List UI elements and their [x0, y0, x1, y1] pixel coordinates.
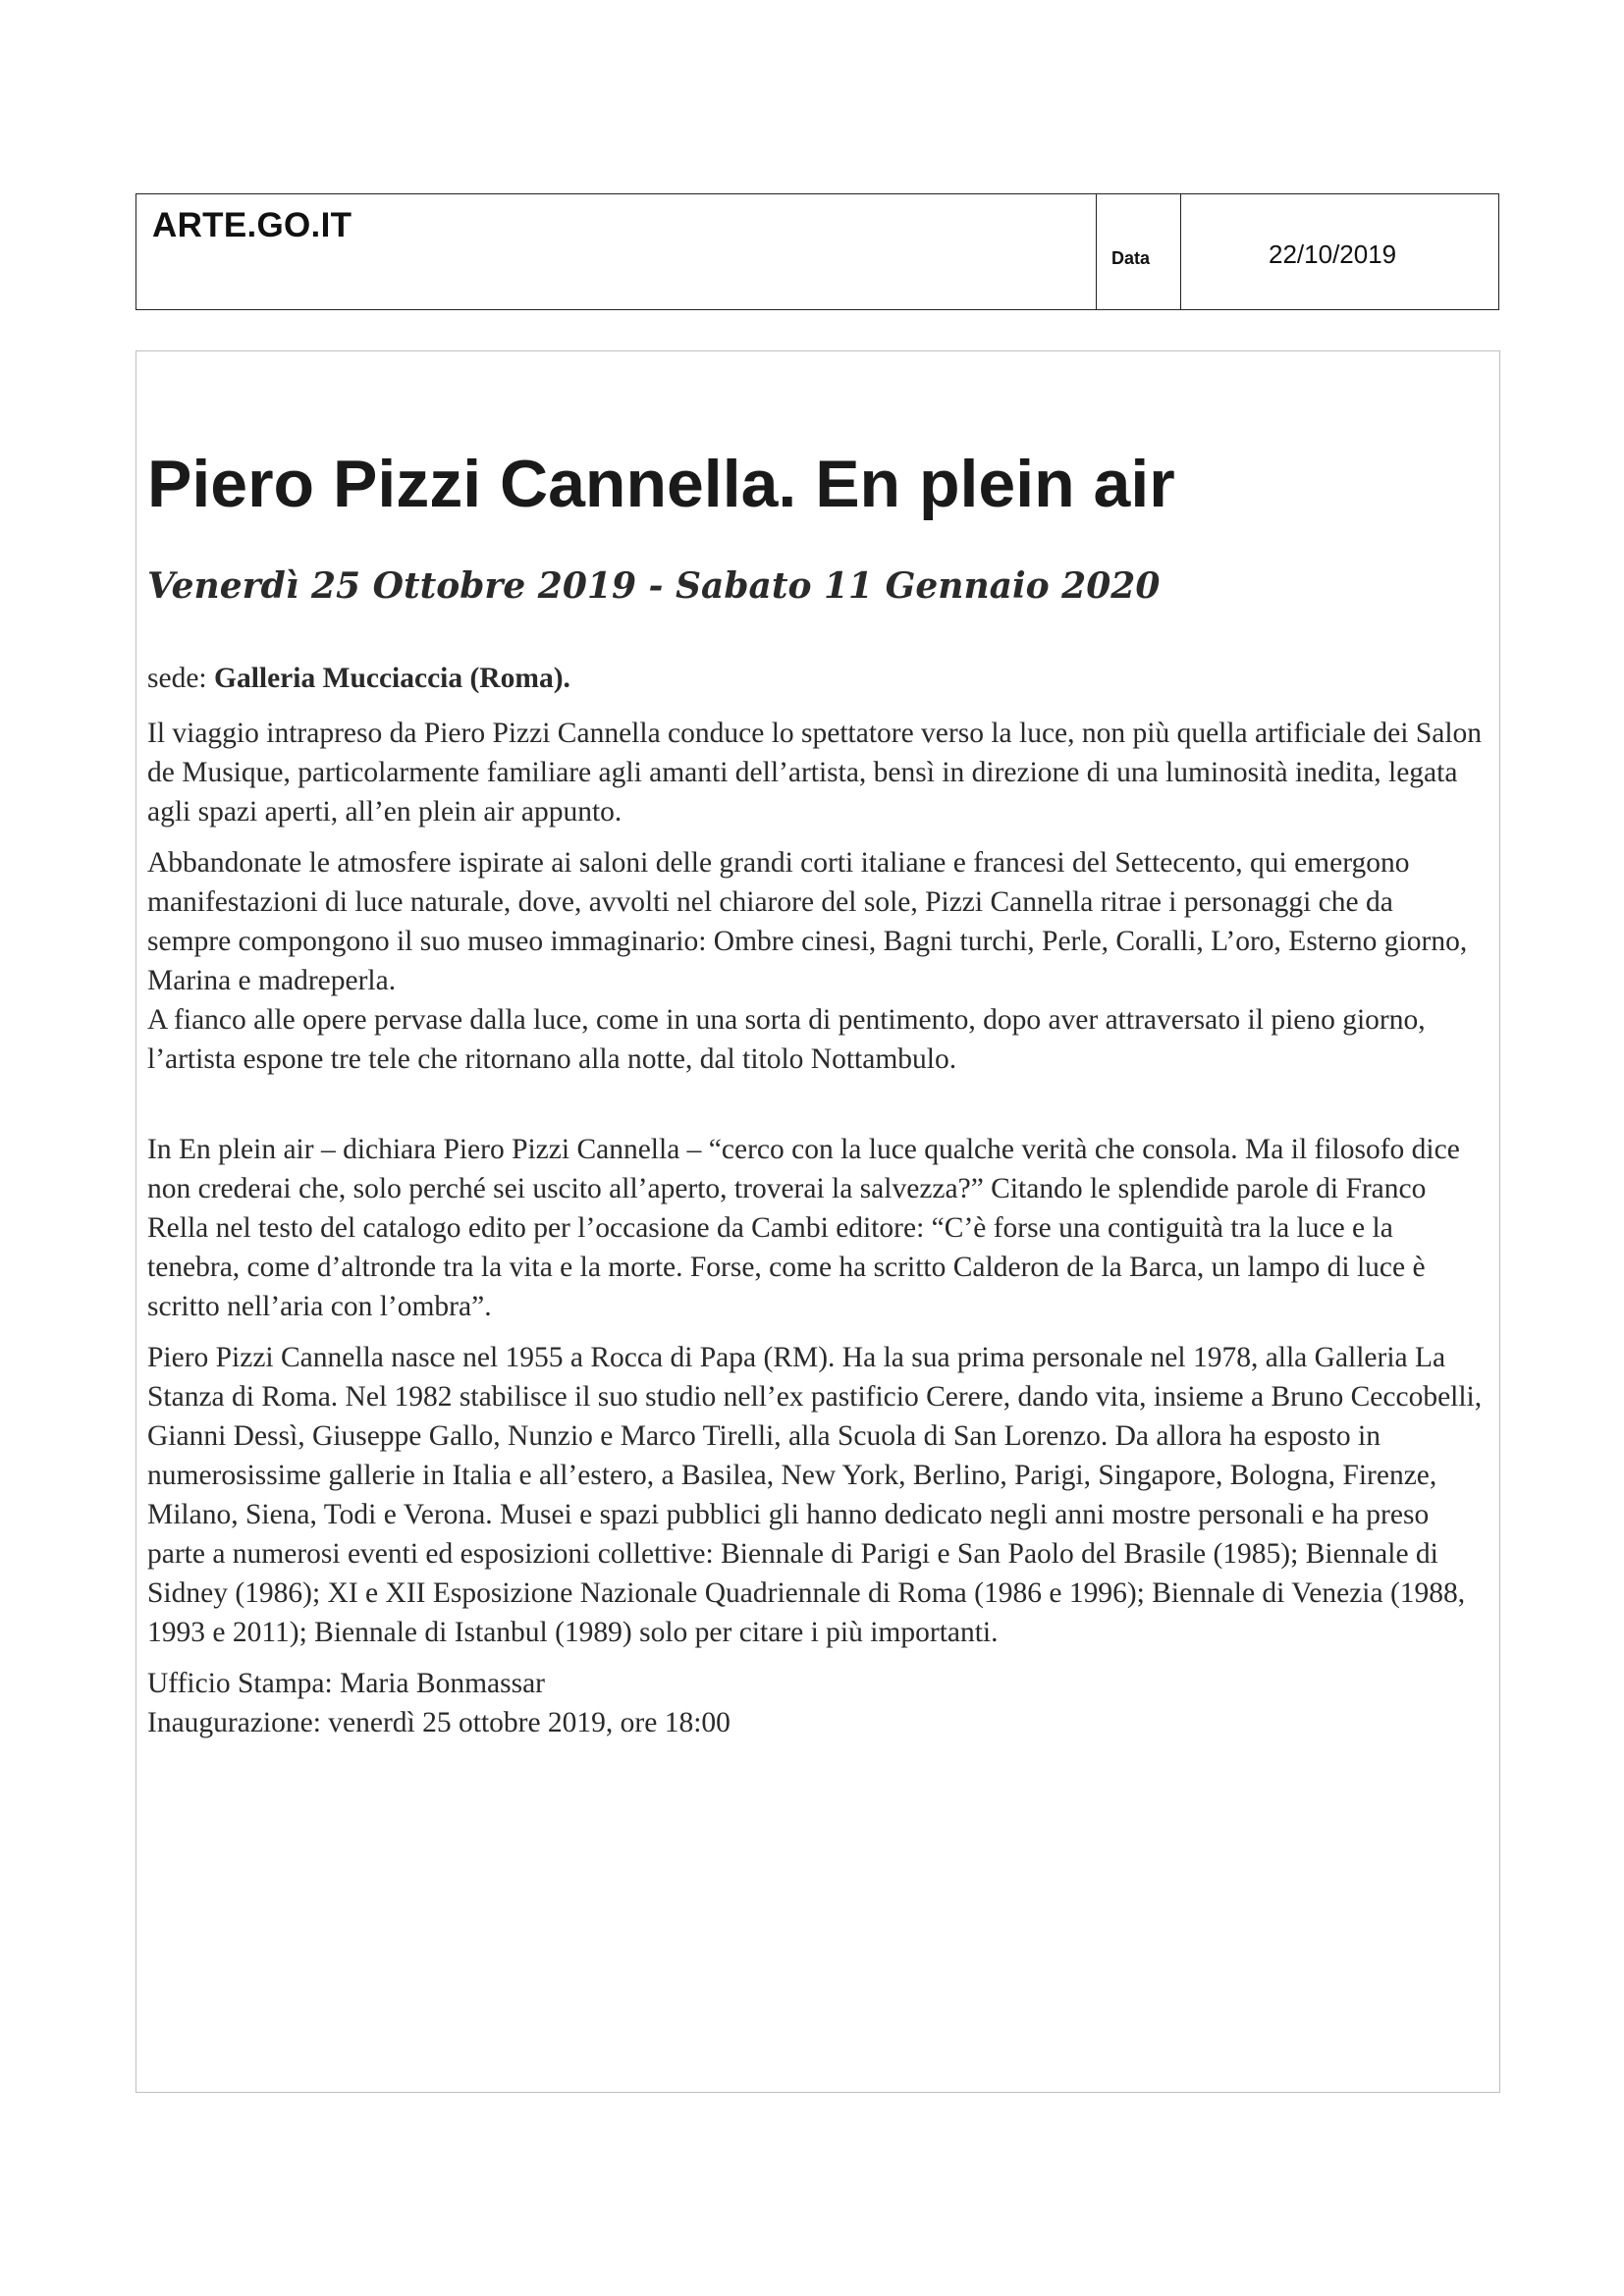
header-table [135, 193, 1499, 310]
press-office: Ufficio Stampa: Maria Bonmassar [147, 1668, 545, 1699]
venue-name: Galleria Mucciaccia (Roma). [214, 663, 570, 694]
date-value-cell [1181, 194, 1498, 309]
paragraph-2: Abbandonate le atmosfere ispirate ai saloni delle grandi corti italiane e francesi del Settecento, qui emergono manifestazioni di luce naturale, dove, avvolti nel chiarore del sole, Pizzi Cannella ritrae i personaggi che da sempre compongono il suo museo immaginario: Ombre cinesi, Bagni turchi, Perle, Coralli, L’oro, Esterno giorno, Marina e madreperla. [147, 847, 1468, 996]
paragraph-1: Il viaggio intrapreso da Piero Pizzi Cannella conduce lo spettatore verso la luce, non più quella artificiale dei Salon de Musique, particolarmente familiare agli amanti dell’artista, bensì in direzione di una luminosità inedita, legata agli spazi aperti, all’en plein air appunto. [147, 718, 1483, 828]
exhibition-dates: Venerdì 25 Ottobre 2019 - Sabato 11 Gennaio 2020 [147, 565, 1161, 607]
paragraph-3: A fianco alle opere pervase dalla luce, come in una sorta di pentimento, dopo aver attraversato il pieno giorno, l’artista espone tre tele che ritornano alla notte, dal titolo Nottambulo. [147, 1004, 1426, 1075]
venue-line [147, 659, 1483, 698]
article-title: Piero Pizzi Cannella. En plein air [147, 447, 1175, 521]
date-label-cell [1097, 194, 1181, 309]
article-frame [135, 350, 1500, 2093]
article-body [147, 659, 1483, 1742]
source-cell [136, 194, 1097, 309]
paragraph-5: Piero Pizzi Cannella nasce nel 1955 a Rocca di Papa (RM). Ha la sua prima personale nel 1978, alla Galleria La Stanza di Roma. Nel 1982 stabilisce il suo studio nell’ex pastificio Cerere, dando vita, insieme a Bruno Ceccobelli, Gianni Dessì, Giuseppe Gallo, Nunzio e Marco Tirelli, alla Scuola di San Lorenzo. Da allora ha esposto in numerosissime gallerie in Italia e all’estero, a Basilea, New York, Berlino, Parigi, Singapore, Bologna, Firenze, Milano, Siena, Todi e Verona. Musei e spazi pubblici gli hanno dedicato negli anni mostre personali e ha preso parte a numerosi eventi ed esposizioni collettive: Biennale di Parigi e San Paolo del Brasile (1985); Biennale di Sidney (1986); XI e XII Esposizione Nazionale Quadriennale di Roma (1986 e 1996); Biennale di Venezia (1988, 1993 e 2011); Biennale di Istanbul (1989) solo per citare i più importanti. [147, 1342, 1483, 1648]
source-name: ARTE.GO.IT [152, 206, 352, 244]
paragraph-4: In En plein air – dichiara Piero Pizzi Cannella – “cerco con la luce qualche verità che consola. Ma il filosofo dice non crederai che, solo perché sei uscito all’aperto, troverai la salvezza?” Citando le splendide parole di Franco Rella nel testo del catalogo edito per l’occasione da Cambi editore: “C’è forse una contiguità tra la luce e la tenebra, come d’altronde tra la vita e la morte. Forse, come ha scritto Calderon de la Barca, un lampo di luce è scritto nell’aria con l’ombra”. [147, 1134, 1460, 1322]
date-value: 22/10/2019 [1269, 240, 1397, 269]
venue-label: sede: [147, 663, 214, 694]
opening-info: Inaugurazione: venerdì 25 ottobre 2019, ore 18:00 [147, 1707, 731, 1738]
date-label: Data [1111, 248, 1151, 268]
